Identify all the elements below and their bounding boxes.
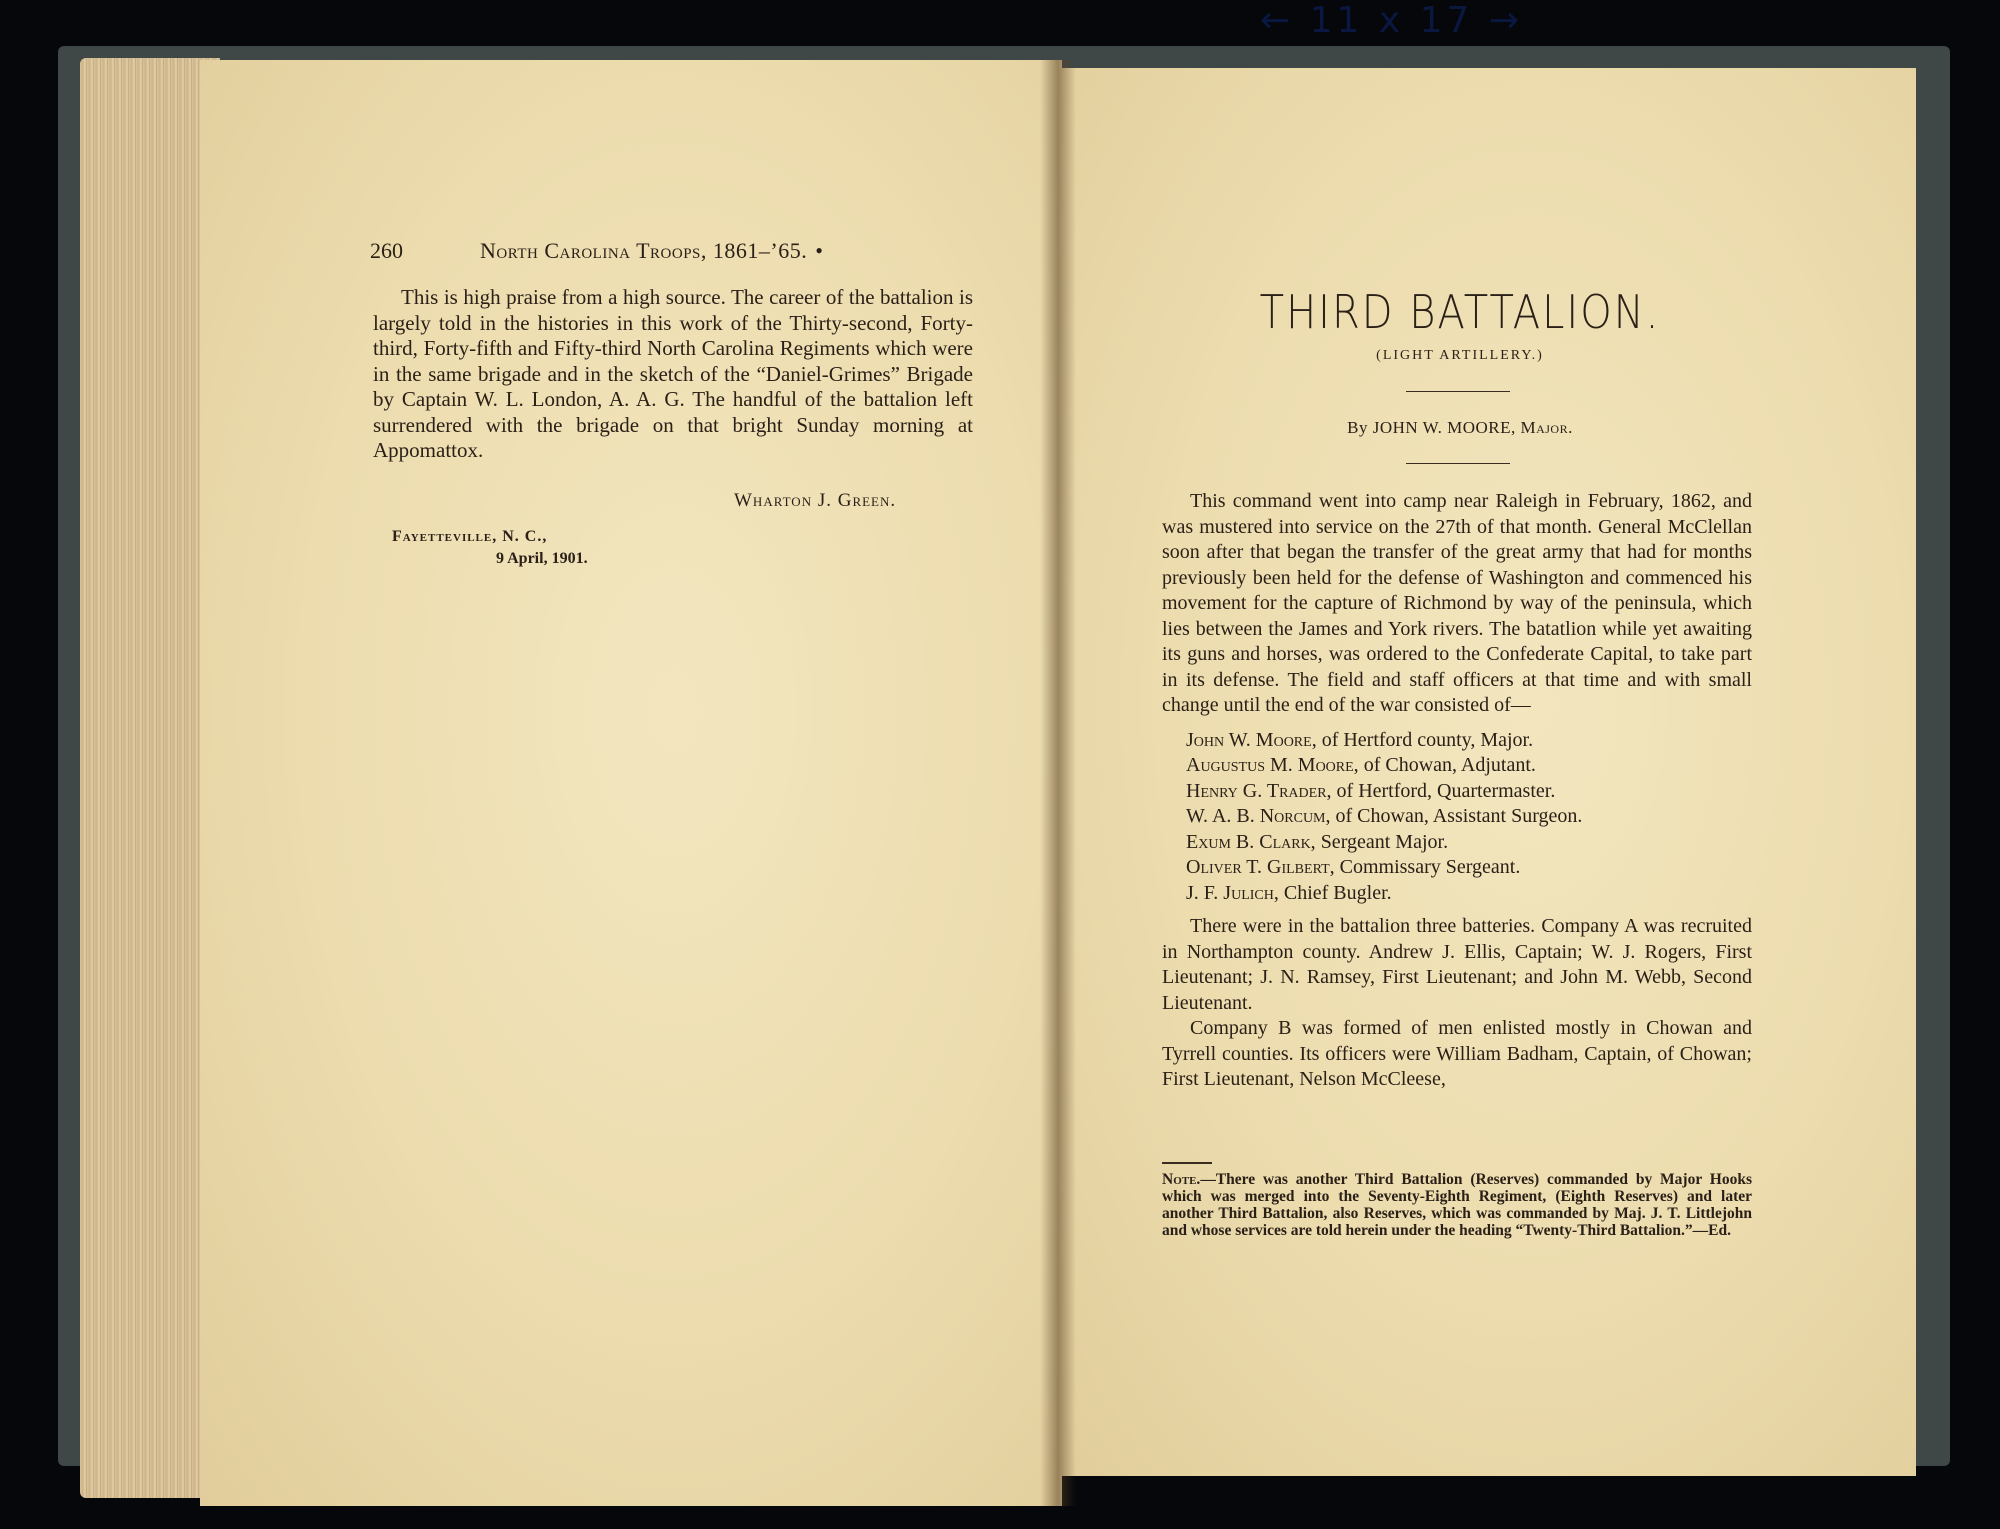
officer-name: W. A. B. Norcum, <box>1186 805 1331 827</box>
officer-detail: Sergeant Major. <box>1320 830 1449 853</box>
divider-rule <box>1406 463 1510 464</box>
body-paragraph: There were in the battalion three batteries. Company A was recruited in Northampton county. Andrew J. Ellis, Captain; W. J. Rogers, First Lieutenant; J. N. Ramsey, First Lieutenant; and John M. Webb, Second Lieutenant. <box>1162 915 1752 1014</box>
byline <box>1210 418 1710 438</box>
officer-name: Henry G. Trader, <box>1186 779 1332 802</box>
left-paragraph: This is high praise from a high source. The career of the battalion is largely told in the histories in this work of the Thirty-second, Forty-third, Forty-fifth and Fifty-third North Carolina Regiments which were in the same brigade and in the sketch of the “Daniel-Grimes” Brigade by Captain W. L. London, A. A. G. The handful of the battalion left surrendered with the brigade on that bright Sunday morning at Appomattox. <box>373 285 973 462</box>
officer-name: Oliver T. Gilbert, <box>1186 856 1335 878</box>
book-gutter <box>1040 60 1076 1506</box>
list-item <box>1186 728 1752 754</box>
page-edges <box>80 58 220 1498</box>
chapter-subtitle: (LIGHT ARTILLERY.) <box>1376 348 1544 363</box>
list-item <box>1186 881 1752 907</box>
running-head <box>370 238 990 264</box>
officer-list <box>1186 728 1752 907</box>
divider-rule <box>1406 391 1510 392</box>
officer-name: J. F. Julich, <box>1186 881 1279 904</box>
byline-author: By JOHN W. MOORE, <box>1347 418 1516 437</box>
officer-detail: of Chowan, Assistant Surgeon. <box>1335 805 1583 827</box>
officer-detail: of Hertford, Quartermaster. <box>1336 779 1556 802</box>
footnote-text: —There was another Third Battalion (Reserves) commanded by Major Hooks which was merged into the Seventy-Eighth Regiment, (Eighth Reserves) and later another Third Battalion, also Reserves, which was commanded by Maj. J. T. Littlejohn and whose services are told herein under the heading “Twenty-Third Battalion.”—Ed. <box>1162 1171 1752 1239</box>
body-paragraph: Company B was formed of men enlisted mostly in Chowan and Tyrrell counties. Its officers were William Badham, Captain, of Chowan; First Lieutenant, Nelson McCleese, <box>1162 1017 1752 1090</box>
footnote <box>1162 1171 1752 1239</box>
dateline-place: Fayetteville, N. C., <box>392 528 548 545</box>
ruler-mark: ← 11 x 17 → <box>1260 0 1524 41</box>
dateline-date: 9 April, 1901. <box>496 550 588 567</box>
officer-detail: Commissary Sergeant. <box>1339 856 1521 878</box>
running-head-mark: • <box>815 238 823 263</box>
list-item <box>1186 804 1752 830</box>
body-paragraph: This command went into camp near Raleigh in February, 1862, and was mustered into service on the 27th of that month. General McClellan soon after that began the transfer of the great army that had for months previously been held for the defense of Washington and commenced his movement for the capture of Richmond by way of the peninsula, which lies between the James and York rivers. The batatlion while yet awaiting its guns and horses, was ordered to the Confederate Capital, to take part in its defense. The field and staff officers at that time and with small change until the end of the war consisted of— <box>1162 490 1752 716</box>
signature: Wharton J. Green. <box>734 490 897 511</box>
footnote-rule <box>1162 1162 1212 1164</box>
officer-name: Augustus M. Moore, <box>1186 754 1359 776</box>
officer-detail: Chief Bugler. <box>1283 881 1392 904</box>
list-item <box>1186 753 1752 779</box>
list-item <box>1186 830 1752 856</box>
officer-detail: of Chowan, Adjutant. <box>1363 754 1536 776</box>
officer-detail: of Hertford county, Major. <box>1321 728 1534 751</box>
chapter-body <box>1162 489 1752 1093</box>
list-item <box>1186 779 1752 805</box>
footnote-label: Note. <box>1162 1171 1201 1188</box>
left-page <box>200 60 1062 1506</box>
running-head-title: North Carolina Troops, 1861–’65. <box>480 238 808 263</box>
list-item <box>1186 855 1752 881</box>
page-number: 260 <box>370 238 403 263</box>
officer-name: John W. Moore, <box>1186 728 1317 751</box>
byline-rank: Major. <box>1520 418 1573 437</box>
chapter-title: THIRD BATTALION. <box>1259 286 1661 340</box>
officer-name: Exum B. Clark, <box>1186 830 1316 853</box>
